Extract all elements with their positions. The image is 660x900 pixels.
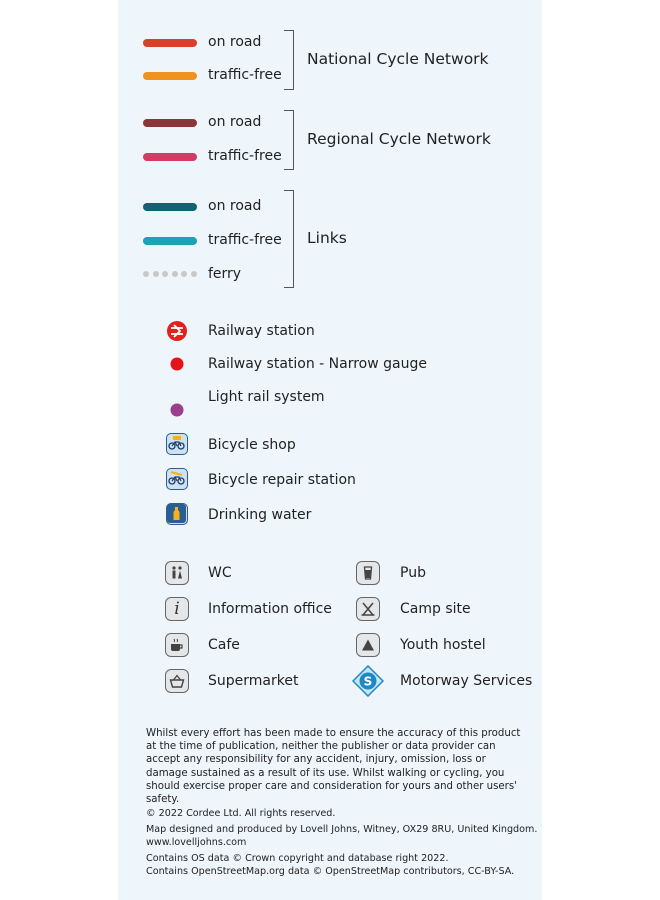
regional-on-road-label: on road bbox=[208, 114, 262, 130]
facility-label: WC bbox=[208, 565, 232, 581]
cup-icon bbox=[165, 633, 189, 657]
national-traffic-free-label: traffic-free bbox=[208, 67, 282, 83]
purple-dot-icon bbox=[170, 403, 184, 417]
station-label: Railway station bbox=[208, 323, 315, 339]
osm-data-credit: Contains OpenStreetMap.org data © OpenStreetMap contributors, CC-BY-SA. bbox=[146, 866, 515, 877]
facility-label: Camp site bbox=[400, 601, 471, 617]
wc-icon bbox=[165, 561, 189, 585]
regional-bracket bbox=[284, 110, 294, 170]
regional-traffic-free-label: traffic-free bbox=[208, 148, 282, 164]
national-rail-icon bbox=[166, 320, 188, 342]
copyright-text: © 2022 Cordee Ltd. All rights reserved. bbox=[146, 808, 336, 819]
tent-icon bbox=[356, 597, 380, 621]
national-network-title: National Cycle Network bbox=[307, 50, 489, 68]
station-label: Light rail system bbox=[208, 389, 325, 405]
disclaimer-text: Whilst every effort has been made to ensure the accuracy of this product at the time of publication, neither the publisher or data provider can accept any responsibility for any accident, injury, omission, loss or damage sustained as a result of its use. Whilst walking or cycling, you should exercise proper care and consideration for yours and other users' safety. bbox=[146, 728, 521, 806]
designer-credit: Map designed and produced by Lovell Johns, Witney, OX29 8RU, United Kingdom. bbox=[146, 824, 538, 835]
station-label: Bicycle shop bbox=[208, 437, 296, 453]
motorway-services-symbol: S bbox=[363, 674, 373, 689]
station-label: Railway station - Narrow gauge bbox=[208, 356, 427, 372]
station-label: Drinking water bbox=[208, 507, 312, 523]
national-on-road-line bbox=[143, 39, 197, 47]
facility-label: Youth hostel bbox=[400, 637, 486, 653]
regional-traffic-free-line bbox=[143, 153, 197, 161]
links-bracket bbox=[284, 190, 294, 288]
station-label: Bicycle repair station bbox=[208, 472, 356, 488]
regional-network-title: Regional Cycle Network bbox=[307, 130, 491, 148]
national-on-road-label: on road bbox=[208, 34, 262, 50]
facility-label: Motorway Services bbox=[400, 673, 533, 689]
os-data-credit: Contains OS data © Crown copyright and database right 2022. bbox=[146, 853, 449, 864]
links-on-road-label: on road bbox=[208, 198, 262, 214]
links-traffic-free-line bbox=[143, 237, 197, 245]
info-icon: i bbox=[165, 597, 189, 621]
website-link[interactable]: www.lovelljohns.com bbox=[146, 837, 247, 848]
links-title: Links bbox=[307, 229, 347, 247]
red-dot-icon bbox=[170, 357, 184, 371]
links-ferry-label: ferry bbox=[208, 266, 242, 282]
national-bracket bbox=[284, 30, 294, 90]
basket-icon bbox=[165, 669, 189, 693]
facility-label: Pub bbox=[400, 565, 426, 581]
triangle-icon bbox=[356, 633, 380, 657]
links-traffic-free-label: traffic-free bbox=[208, 232, 282, 248]
links-on-road-line bbox=[143, 203, 197, 211]
facility-label: Cafe bbox=[208, 637, 240, 653]
national-traffic-free-line bbox=[143, 72, 197, 80]
water-bottle-icon bbox=[166, 503, 188, 525]
facility-label: Information office bbox=[208, 601, 332, 617]
facility-label: Supermarket bbox=[208, 673, 299, 689]
bicycle-shop-icon bbox=[166, 433, 188, 455]
motorway-services-icon bbox=[352, 665, 384, 697]
ferry-dotted-line bbox=[143, 271, 197, 277]
pint-icon bbox=[356, 561, 380, 585]
regional-on-road-line bbox=[143, 119, 197, 127]
bicycle-repair-icon bbox=[166, 468, 188, 490]
